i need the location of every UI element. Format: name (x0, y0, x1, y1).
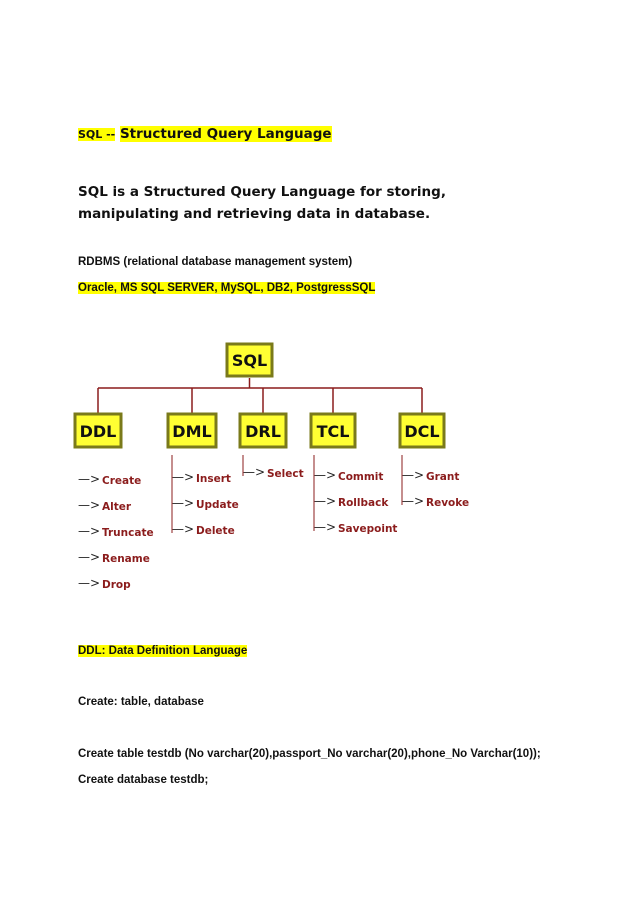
category-group (75, 388, 469, 591)
dml-item-update: Update (196, 499, 239, 511)
dcl-item-arrow: —> (402, 468, 425, 482)
tcl-item-arrow: —> (314, 494, 337, 508)
dcl-item-revoke: Revoke (426, 497, 470, 509)
dml-item-delete: Delete (196, 525, 235, 537)
intro-paragraph: SQL is a Structured Query Language for storing, manipulating and retrieving data in database. (78, 184, 446, 222)
create-database-statement: Create database testdb; (78, 774, 209, 786)
rdbms-definition: RDBMS (relational database management system) (78, 256, 353, 268)
ddl-label: DDL (79, 422, 117, 441)
ddl-item-create: Create (102, 475, 142, 487)
ddl-item-arrow: —> (78, 576, 101, 590)
heading-prefix: SQL -- (78, 128, 116, 141)
ddl-item-alter: Alter (102, 501, 132, 513)
dml-item-arrow: —> (172, 522, 195, 536)
tcl-item-savepoint: Savepoint (338, 523, 398, 535)
ddl-item-arrow: —> (78, 524, 101, 538)
tcl-item-arrow: —> (314, 520, 337, 534)
ddl-heading (78, 645, 247, 657)
dml-item-insert: Insert (196, 473, 231, 485)
ddl-heading-text: DDL: Data Definition Language (78, 645, 248, 657)
ddl-item-truncate: Truncate (102, 527, 154, 539)
rdbms-examples-text: Oracle, MS SQL SERVER, MySQL, DB2, PostgressSQL (78, 282, 376, 294)
ddl-item-arrow: —> (78, 498, 101, 512)
ddl-item-drop: Drop (102, 579, 131, 591)
drl-label: DRL (245, 422, 281, 441)
create-table-statement: Create table testdb (No varchar(20),passport_No varchar(20),phone_No Varchar(10)); (78, 748, 541, 760)
root-label: SQL (231, 351, 268, 370)
ddl-item-rename: Rename (102, 553, 150, 565)
ddl-item-arrow: —> (78, 472, 101, 486)
tcl-item-rollback: Rollback (338, 497, 389, 509)
create-objects: Create: table, database (78, 696, 204, 708)
dml-item-arrow: —> (172, 470, 195, 484)
dcl-label: DCL (404, 422, 440, 441)
tcl-label: TCL (316, 422, 350, 441)
dcl-item-grant: Grant (426, 471, 460, 483)
tcl-item-arrow: —> (314, 468, 337, 482)
drl-item-select: Select (267, 468, 304, 480)
dcl-item-arrow: —> (402, 494, 425, 508)
dml-label: DML (172, 422, 212, 441)
heading-title: Structured Query Language (119, 126, 332, 142)
drl-item-arrow: —> (243, 465, 266, 479)
dml-item-arrow: —> (172, 496, 195, 510)
ddl-item-arrow: —> (78, 550, 101, 564)
tcl-item-commit: Commit (338, 471, 384, 483)
